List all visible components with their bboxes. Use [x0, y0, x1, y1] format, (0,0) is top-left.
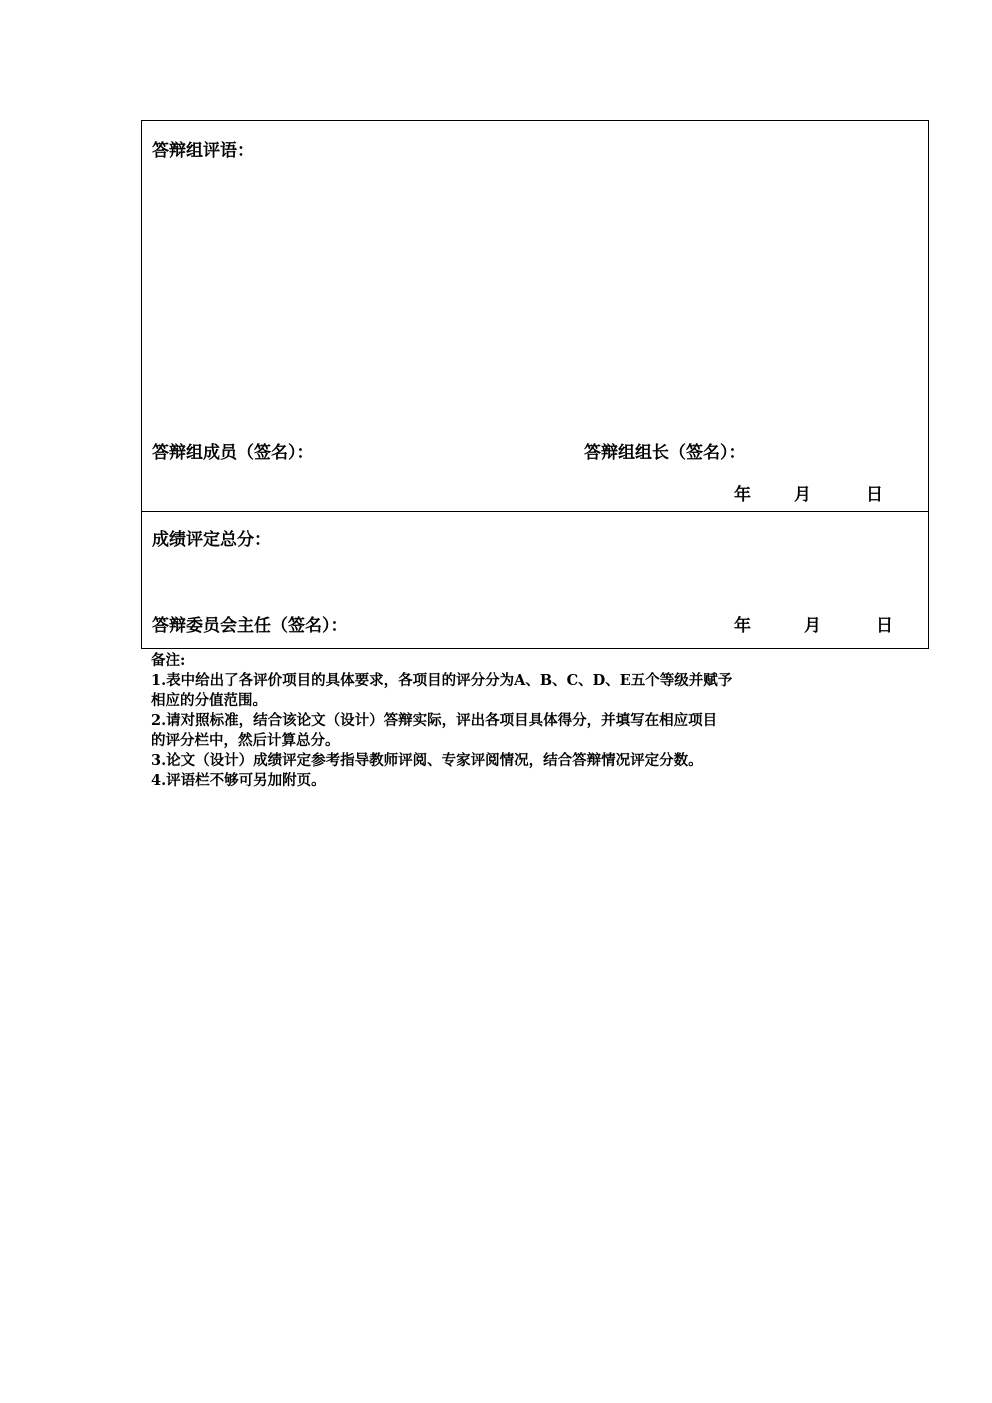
- score-date-year: 年: [734, 616, 751, 636]
- notes-line: 2.请对照标准，结合该论文（设计）答辩实际，评出各项目具体得分，并填写在相应项目: [151, 712, 718, 729]
- notes-line: 3.论文（设计）成绩评定参考指导教师评阅、专家评阅情况，结合答辩情况评定分数。: [151, 752, 703, 769]
- notes-line: 相应的分值范围。: [151, 692, 267, 709]
- chair-signature-label: 答辩委员会主任（签名）：: [152, 616, 348, 636]
- score-date-month: 月: [804, 616, 821, 636]
- defense-date-day: 日: [866, 485, 883, 505]
- members-signature-label: 答辩组成员（签名）：: [152, 443, 314, 463]
- notes-title: 备注:: [151, 652, 186, 669]
- total-score-label: 成绩评定总分：: [152, 530, 271, 550]
- notes-block: [151, 651, 851, 791]
- notes-line: 的评分栏中，然后计算总分。: [151, 732, 340, 749]
- evaluation-form-table: [141, 120, 929, 649]
- score-date-day: 日: [876, 616, 893, 636]
- defense-comment-label: 答辩组评语：: [152, 141, 254, 161]
- section-divider: [142, 511, 928, 512]
- notes-line: 4.评语栏不够可另加附页。: [151, 772, 326, 789]
- defense-date-year: 年: [734, 485, 751, 505]
- leader-signature-label: 答辩组组长（签名）：: [584, 443, 746, 463]
- defense-date-month: 月: [794, 485, 811, 505]
- notes-line: 1.表中给出了各评价项目的具体要求，各项目的评分分为A、B、C、D、E五个等级并赋予: [151, 672, 733, 689]
